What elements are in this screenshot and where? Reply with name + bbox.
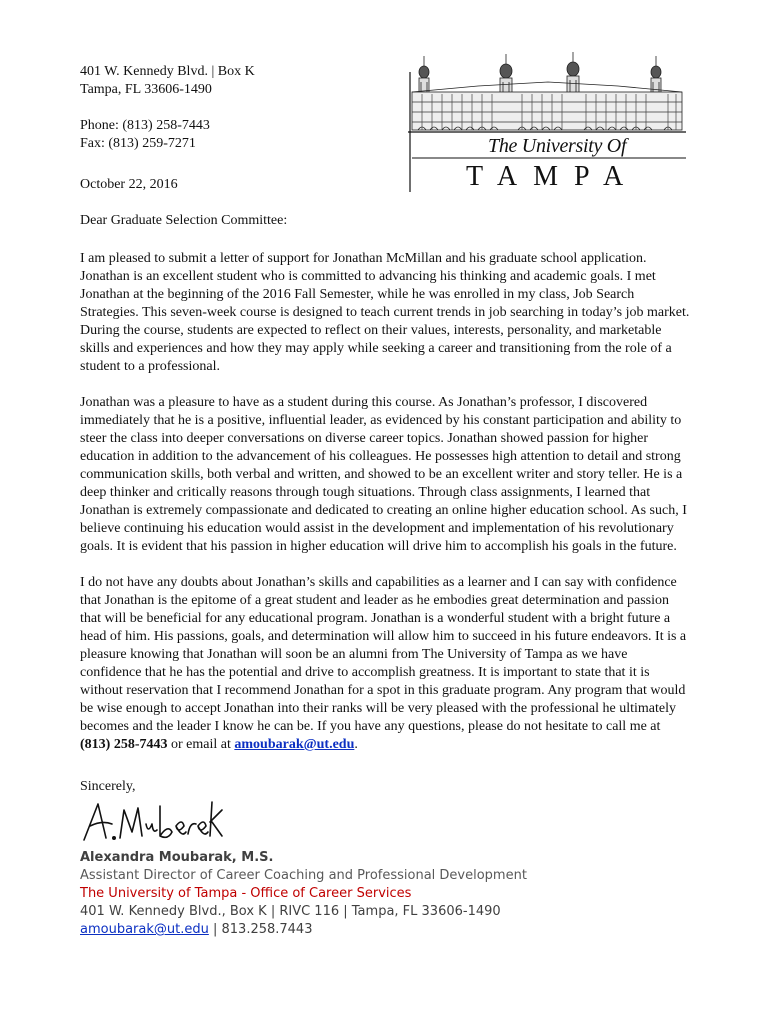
signer-email-link[interactable]: amoubarak@ut.edu xyxy=(80,922,209,937)
signer-address: 401 W. Kennedy Blvd., Box K | RIVC 116 | Tampa, FL 33606-1490 xyxy=(80,904,501,919)
closing: Sincerely, xyxy=(80,779,136,794)
contact-phone: (813) 258-7443 xyxy=(80,737,168,752)
paragraph-2: Jonathan was a pleasure to have as a student during this course. As Jonathan’s professor, I discovered immediately that he is a positive, influential leader, as evidenced by his constant participation and ability to steer the class into deeper conversations on diverse career topics. Jonathan showed passion for higher education in addition to the advancement of his colleagues. He possesses high attention to detail and strong communication skills, both verbal and written, and showed to be an excellent writer and story teller. He is a deep thinker and critically reasons through tough situations. Through class assignments, I learned that Jonathan is extremely compassionate and dedicated to creating an online higher education school. As such, I believe continuing his education would assist in the development and implementation of his revolutionary goals. It is evident that his passion in higher education will drive him to accomplish his goals in the future. xyxy=(80,395,687,554)
salutation: Dear Graduate Selection Committee: xyxy=(80,213,288,228)
signer-name: Alexandra Moubarak, M.S. xyxy=(80,850,274,865)
signer-title: Assistant Director of Career Coaching and Professional Development xyxy=(80,868,527,883)
sender-address-line1: 401 W. Kennedy Blvd. | Box K xyxy=(80,64,255,79)
contact-separator: | xyxy=(208,922,222,937)
logo-script-text: The University Of xyxy=(488,135,627,157)
letter-body xyxy=(80,250,692,772)
sender-address-line2: Tampa, FL 33606-1490 xyxy=(80,82,212,97)
signer-contact xyxy=(80,921,527,939)
handwritten-signature xyxy=(80,796,230,846)
sender-fax: Fax: (813) 259-7271 xyxy=(80,136,196,151)
letter-date: October 22, 2016 xyxy=(80,177,178,192)
paragraph-3-end: . xyxy=(354,737,358,752)
signer-phone: 813.258.7443 xyxy=(221,922,313,937)
paragraph-3-text: I do not have any doubts about Jonathan’s skills and capabilities as a learner and I can say with confidence that Jonathan is the epitome of a great student and leader as he embodies great determination and passion that will be beneficial for any educational program. Jonathan is a wonderful student with a bright future a head of him. His passions, goals, and determination will allow him to succeed in his future endeavors. It is a pleasure knowing that Jonathan will soon be an alumni from The University of Tampa as we have confidence that he has the potential and drive to accomplish greatness. It is important to state that it is without reservation that I recommend Jonathan for a spot in this graduate program. Any program that would be wise enough to accept Jonathan into their ranks will be very pleased with the professional he ultimately becomes and the leader I know he can be. If you have any questions, please do not hesitate to call me at xyxy=(80,575,687,734)
sender-address-block xyxy=(80,63,380,153)
university-logo xyxy=(408,52,686,194)
contact-email-link[interactable]: amoubarak@ut.edu xyxy=(234,737,355,752)
signature-block xyxy=(80,849,527,939)
logo-wordmark: TAMPA xyxy=(466,161,640,192)
paragraph-3 xyxy=(80,574,692,754)
paragraph-1: I am pleased to submit a letter of support for Jonathan McMillan and his graduate school application. Jonathan is an excellent student who is committed to advancing his thinking and academic goals. I met Jonathan at the beginning of the 2016 Fall Semester, while he was enrolled in my class, Job Search Strategies. This seven-week course is designed to teach current trends in job searching in today’s job market. During the course, students are expected to reflect on their values, interests, personality, and marketable skills and experiences and how they may apply while seeking a career and transitioning from the role of a student to a professional. xyxy=(80,251,690,374)
signer-organization: The University of Tampa - Office of Career Services xyxy=(80,886,412,901)
paragraph-3-mid: or email at xyxy=(167,737,235,752)
sender-phone: Phone: (813) 258-7443 xyxy=(80,118,210,133)
